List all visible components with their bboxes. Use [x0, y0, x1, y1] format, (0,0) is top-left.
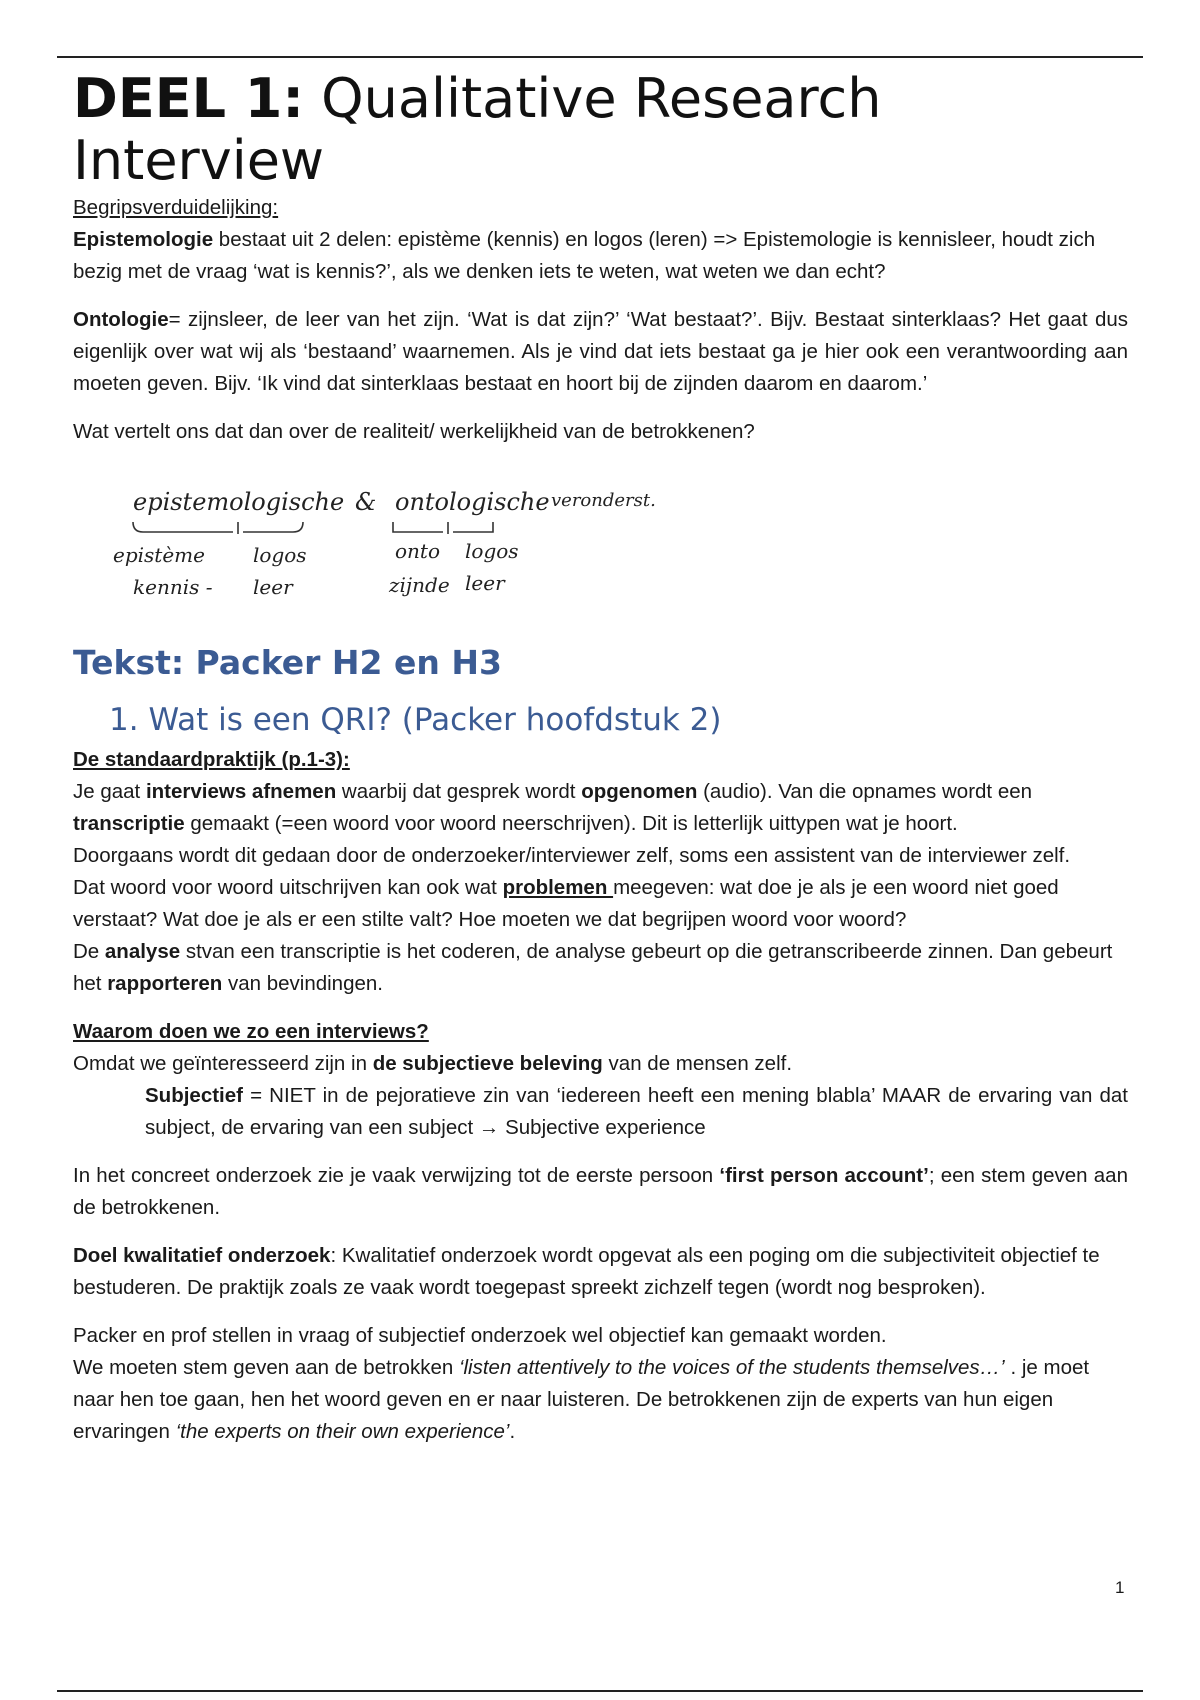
standaard-paragraph-3: Dat woord voor woord uitschrijven kan ook wat problemen meegeven: wat doe je als je een woord niet goed verstaat? Wat doe je als er een stilte valt? Hoe moeten we dat begrijpen woord voor woord?	[73, 876, 1059, 931]
hw-ontologische: ontologische	[395, 488, 550, 516]
handwritten-notes	[73, 462, 1128, 632]
waarom-heading: Waarom doen we zo een interviews?	[73, 1020, 429, 1043]
concreet-paragraph: In het concreet onderzoek zie je vaak verwijzing tot de eerste persoon ‘first person account’; een stem geven aan de betrokkenen.	[73, 1164, 1128, 1219]
waarom-paragraph: Omdat we geïnteresseerd zijn in de subjectieve beleving van de mensen zelf.	[73, 1052, 793, 1075]
hw-epistemologische: epistemologische	[133, 488, 345, 516]
hw-logos-2: logos	[465, 539, 519, 563]
section-heading: Tekst: Packer H2 en H3	[73, 643, 502, 682]
hw-zijnde: zijnde	[389, 573, 450, 597]
hw-leer-2: leer	[465, 571, 505, 595]
standaard-paragraph-4: De analyse stvan een transcriptie is het coderen, de analyse gebeurt op die getranscribeerde zinnen. Dan gebeurt het rapporteren van bevindingen.	[73, 940, 1113, 995]
subsection-heading: 1. Wat is een QRI? (Packer hoofdstuk 2)	[109, 702, 722, 738]
hw-leer-1: leer	[253, 575, 293, 599]
bottom-rule	[57, 1690, 1143, 1692]
hw-kennis: kennis -	[133, 575, 213, 599]
hw-logos-1: logos	[253, 543, 307, 567]
epistemologie-paragraph: Epistemologie bestaat uit 2 delen: epistème (kennis) en logos (leren) => Epistemologie is kennisleer, houdt zich bezig met de vraag ‘wat is kennis?’, als we denken iets te weten, wat weten we dan echt?	[73, 228, 1096, 283]
handwriting-sketch	[93, 462, 793, 632]
hw-amp: &	[355, 488, 377, 516]
top-rule	[57, 56, 1143, 58]
realiteit-question: Wat vertelt ons dat dan over de realiteit/ werkelijkheid van de betrokkenen?	[73, 420, 755, 443]
page-title: DEEL 1: Qualitative Research Interview	[73, 67, 882, 192]
hw-episteme: epistème	[113, 543, 205, 567]
standaard-paragraph-2: Doorgaans wordt dit gedaan door de onderzoeker/interviewer zelf, soms een assistent van de interviewer zelf.	[73, 844, 1071, 867]
begrips-heading: Begripsverduidelijking:	[73, 196, 279, 219]
subjectief-definition: Subjectief = NIET in de pejoratieve zin van ‘iedereen heeft een mening blabla’ MAAR de ervaring van dat subject, de ervaring van een subject → Subjective experience	[145, 1084, 1128, 1139]
standaard-heading: De standaardpraktijk (p.1-3):	[73, 748, 350, 771]
hw-onto: onto	[395, 539, 440, 563]
hw-veronderst: veronderst.	[551, 490, 656, 511]
page-number: 1	[1115, 1578, 1125, 1597]
standaard-paragraph-1: Je gaat interviews afnemen waarbij dat gesprek wordt opgenomen (audio). Van die opnames wordt een transcriptie gemaakt (=een woord voor woord neerschrijven). Dit is letterlijk uittypen wat je hoort.	[73, 780, 1033, 835]
doel-paragraph: Doel kwalitatief onderzoek: Kwalitatief onderzoek wordt opgevat als een poging om die subjectiviteit objectief te bestuderen. De praktijk zoals ze vaak wordt toegepast spreekt zichzelf tegen (wordt nog besproken).	[73, 1244, 1100, 1299]
packer-paragraph-2: We moeten stem geven aan de betrokken ‘listen attentively to the voices of the students themselves…’ . je moet naar hen toe gaan, hen het woord geven en er naar luisteren. De betrokkenen zijn de experts van hun eigen ervaringen ‘the experts on their own experience’.	[73, 1356, 1090, 1443]
packer-paragraph-1: Packer en prof stellen in vraag of subjectief onderzoek wel objectief kan gemaakt worden.	[73, 1324, 887, 1347]
document-page	[73, 68, 1128, 1448]
ontologie-paragraph: Ontologie= zijnsleer, de leer van het zijn. ‘Wat is dat zijn?’ ‘Wat bestaat?’. Bijv. Bestaat sinterklaas? Het gaat dus eigenlijk over wat wij als ‘bestaand’ waarnemen. Als je vind dat iets bestaat ga je hier ook een verantwoording aan moeten geven. Bijv. ‘Ik vind dat sinterklaas bestaat en hoort bij de zijnden daarom en daarom.’	[73, 308, 1128, 395]
